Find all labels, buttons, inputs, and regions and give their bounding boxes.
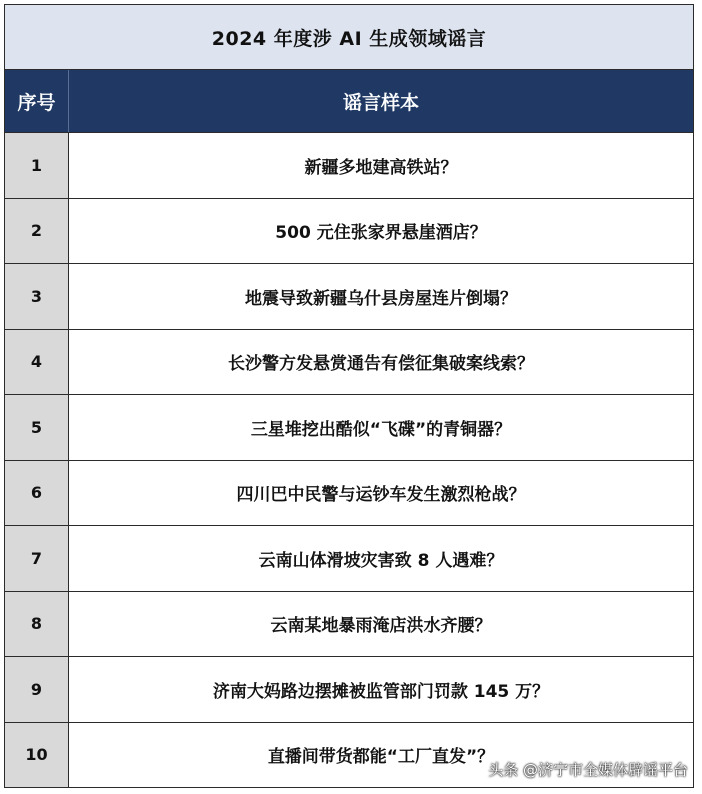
- source-watermark: 头条 @济宁市全媒体辟谣平台: [488, 761, 688, 779]
- header-sample: 谣言样本: [342, 91, 419, 114]
- row-number: 2: [5, 199, 69, 264]
- header-row: [5, 70, 693, 133]
- table-row: [5, 461, 693, 527]
- table-row: [5, 395, 693, 461]
- row-number: 9: [5, 657, 69, 722]
- rumor-text: 云南某地暴雨淹店洪水齐腰？: [69, 592, 693, 657]
- rumor-text: 四川巴中民警与运钞车发生激烈枪战？: [69, 461, 693, 526]
- rumor-text: 新疆多地建高铁站？: [69, 133, 693, 198]
- table-row: [5, 330, 693, 396]
- row-number: 5: [5, 395, 69, 460]
- table-row: [5, 657, 693, 723]
- row-number: 7: [5, 526, 69, 591]
- table-row: [5, 264, 693, 330]
- table-row: [5, 592, 693, 658]
- table-row: [5, 133, 693, 199]
- rumor-text: 云南山体滑坡灾害致 8 人遇难？: [69, 526, 693, 591]
- rumor-text: 500 元住张家界悬崖酒店？: [69, 199, 693, 264]
- table-title: 2024 年度涉 AI 生成领域谣言: [211, 27, 487, 50]
- rumor-text: 三星堆挖出酷似“飞碟”的青铜器？: [69, 395, 693, 460]
- row-number: 6: [5, 461, 69, 526]
- title-row: [5, 5, 693, 70]
- row-number: 3: [5, 264, 69, 329]
- rumor-text: 直播间带货都能“工厂直发”？: [69, 723, 693, 788]
- table-body: [5, 133, 693, 787]
- rumor-text: 长沙警方发悬赏通告有偿征集破案线索？: [69, 330, 693, 395]
- header-no: 序号: [5, 70, 69, 132]
- rumor-table: [4, 4, 694, 788]
- row-number: 4: [5, 330, 69, 395]
- row-number: 8: [5, 592, 69, 657]
- rumor-text: 地震导致新疆乌什县房屋连片倒塌？: [69, 264, 693, 329]
- row-number: 1: [5, 133, 69, 198]
- rumor-text: 济南大妈路边摆摊被监管部门罚款 145 万？: [69, 657, 693, 722]
- row-number: 10: [5, 723, 69, 788]
- table-row: [5, 199, 693, 265]
- table-row: [5, 526, 693, 592]
